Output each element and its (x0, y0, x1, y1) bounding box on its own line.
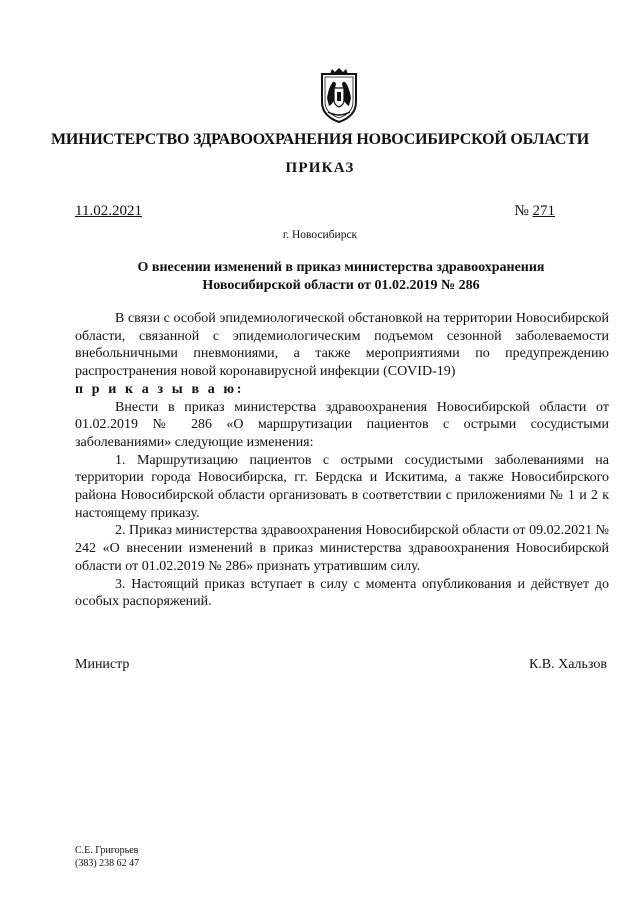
order-date: 11.02.2021 (75, 203, 142, 219)
coat-of-arms-icon (316, 68, 362, 124)
item-3: 3. Настоящий приказ вступает в силу с момента опубликования и действует до особых распоряжений. (75, 576, 609, 610)
subject-line-2: Новосибирской области от 01.02.2019 № 286 (202, 278, 480, 293)
subject-line-1: О внесении изменений в приказ министерства здравоохранения (137, 260, 545, 275)
orders-word: п р и к а з ы в а ю: (75, 381, 244, 397)
order-body (75, 310, 609, 611)
order-subject (80, 259, 602, 295)
number-prefix: № (514, 203, 529, 219)
city: г. Новосибирск (282, 229, 358, 241)
amend-paragraph: Внести в приказ министерства здравоохранения Новосибирской области от 01.02.2019 № 286 «О маршрутизации пациентов с острыми сосудистыми заболеваниями» следующие изменения: (75, 399, 609, 450)
document-type: ПРИКАЗ (285, 160, 355, 176)
number-value: 271 (532, 203, 555, 219)
signatory-name: К.В. Хальзов (528, 657, 607, 672)
executor-phone: (383) 238 62 47 (75, 858, 140, 869)
ministry-title: МИНИСТЕРСТВО ЗДРАВООХРАНЕНИЯ НОВОСИБИРСКОЙ ОБЛАСТИ (51, 131, 589, 148)
item-2: 2. Приказ министерства здравоохранения Новосибирской области от 09.02.2021 № 242 «О внесении изменений в приказ министерства здравоохранения Новосибирской области от 01.02.2019 № 286» признать утратившим силу. (75, 523, 609, 574)
executor-name: С.Е. Григорьев (75, 845, 139, 856)
order-number (514, 203, 555, 220)
signatory-position: Министр (75, 657, 130, 672)
item-1: 1. Маршрутизацию пациентов с острыми сосудистыми заболеваниями на территории города Новосибирска, гг. Бердска и Искитима, а также Новосибирского района Новосибирской области организовать в соответствии с приложениями № 1 и 2 к настоящему приказу. (75, 452, 609, 521)
intro-paragraph: В связи с особой эпидемиологической обстановкой на территории Новосибирской области, связанной с эпидемиологическим подъемом сезонной заболеваемости внебольничными пневмониями, а также мероприятиями по предупреждению распространения новой коронавирусной инфекции (COVID-19) (75, 311, 609, 380)
